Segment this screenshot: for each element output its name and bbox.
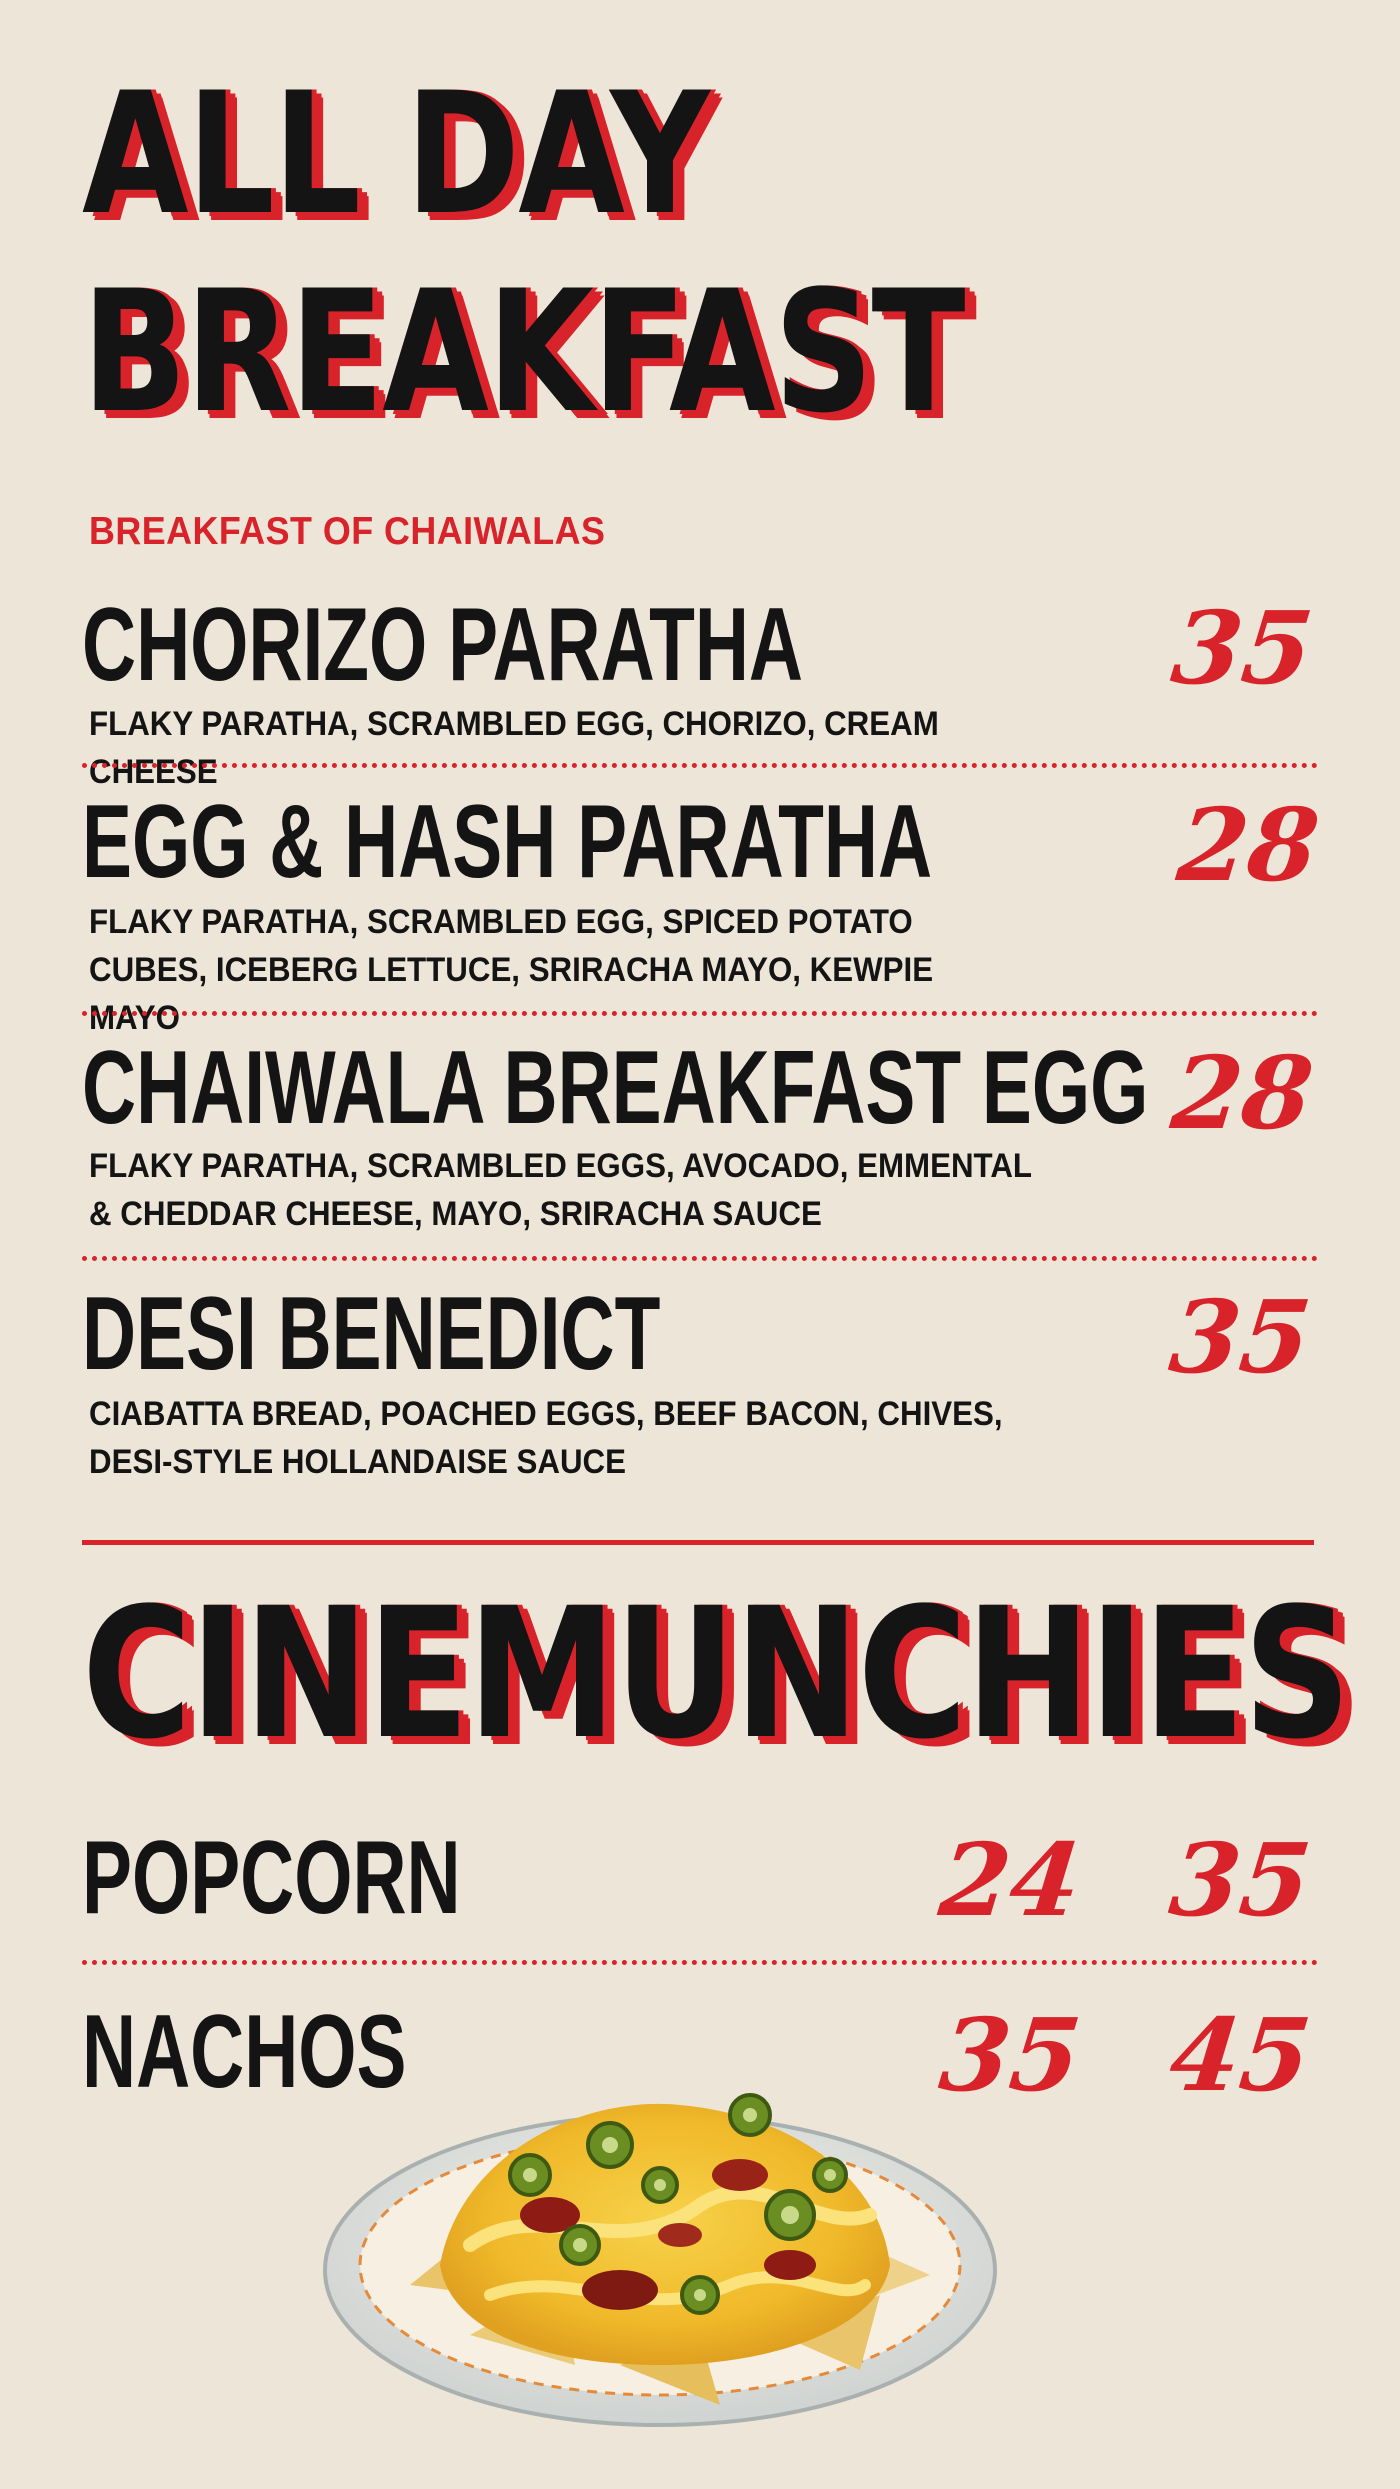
- menu-item-description: FLAKY PARATHA, SCRAMBLED EGGS, AVOCADO, EMMENTAL & CHEDDAR CHEESE, MAYO, SRIRACHA SAUCE: [89, 1147, 1032, 1233]
- section-subtitle: BREAKFAST OF CHAIWALAS: [89, 510, 606, 553]
- section-title-line1: ALL DAY: [82, 56, 709, 252]
- section-divider: [82, 1540, 1314, 1545]
- menu-item-price: 28: [1166, 1034, 1319, 1152]
- menu-item-price-small: 35: [934, 1996, 1087, 2114]
- menu-item-price: 28: [1172, 786, 1325, 904]
- menu-item-name: EGG & HASH PARATHA: [82, 784, 933, 900]
- dotted-divider: [82, 1256, 1318, 1261]
- menu-item-description: FLAKY PARATHA, SCRAMBLED EGG, CHORIZO, CREAM CHEESE: [89, 705, 939, 791]
- dotted-divider: [82, 1011, 1318, 1016]
- menu-item-price-large: 45: [1164, 1996, 1317, 2114]
- menu-item-name: CHORIZO PARATHA: [82, 587, 804, 703]
- menu-item-price: 35: [1166, 589, 1319, 707]
- menu-item-name: POPCORN: [82, 1820, 461, 1936]
- menu-item-price-small: 24: [934, 1821, 1087, 1939]
- menu-item-name: NACHOS: [82, 1994, 407, 2110]
- section-title-line2: BREAKFAST: [82, 254, 964, 450]
- menu-item-name: CHAIWALA BREAKFAST EGG: [82, 1030, 1149, 1146]
- menu-item-description: CIABATTA BREAD, POACHED EGGS, BEEF BACON, CHIVES, DESI-STYLE HOLLANDAISE SAUCE: [89, 1395, 1003, 1481]
- menu-item-price: 35: [1164, 1278, 1317, 1396]
- menu-item-price-large: 35: [1164, 1821, 1317, 1939]
- dotted-divider: [82, 1960, 1318, 1965]
- section-title-cinemunchies: CINEMUNCHIES: [82, 1570, 1350, 1779]
- menu-item-name: DESI BENEDICT: [82, 1276, 661, 1392]
- nachos-plate-image: [320, 2035, 1000, 2435]
- dotted-divider: [82, 763, 1318, 768]
- menu-item-description: FLAKY PARATHA, SCRAMBLED EGG, SPICED POTATO CUBES, ICEBERG LETTUCE, SRIRACHA MAYO, KEWPIE MAYO: [89, 903, 934, 1037]
